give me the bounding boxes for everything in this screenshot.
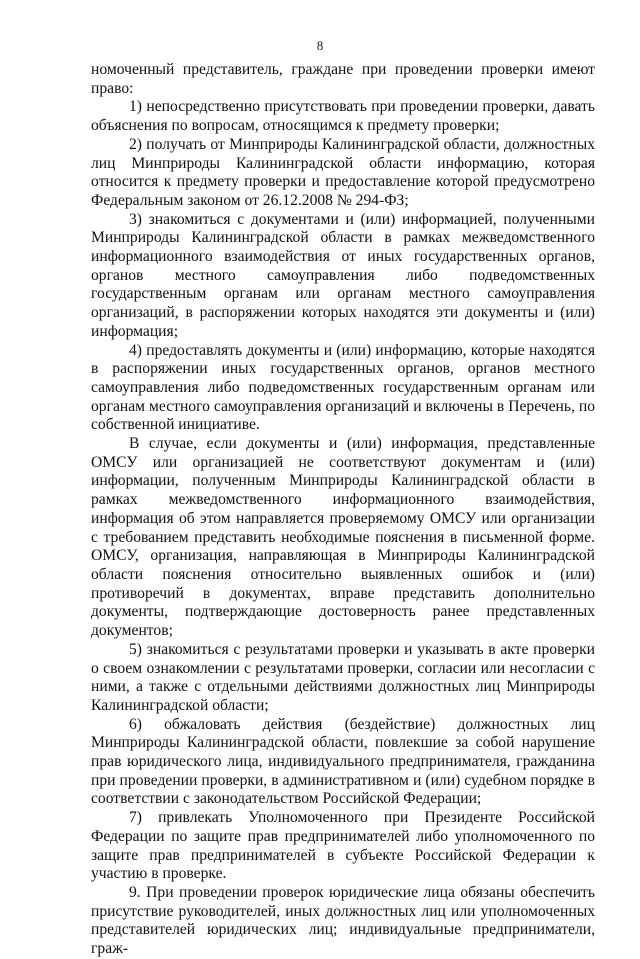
paragraph-continuation: номоченный представитель, граждане при проведении проверки имеют право: [91,61,595,97]
paragraph-section-9: 9. При проведении проверок юридические лица обязаны обеспечить присутствие руководителей, иных должностных лиц или уполномоченных представителей юридических лиц; индивидуальные предприниматели, граж- [91,883,595,958]
paragraph-right-4: 4) предоставлять документы и (или) информацию, которые находятся в распоряжении иных государственных органов, органов местного самоуправления либо подведомственных государственным органам или органам местного самоуправления организаций и включены в Перечень, по собственной инициативе. [91,341,595,434]
page-body [91,61,595,959]
page-number: 8 [316,38,324,53]
paragraph-right-1: 1) непосредственно присутствовать при проведении проверки, давать объяснения по вопросам, относящимся к предмету проверки; [91,98,595,135]
paragraph-discrepancy: В случае, если документы и (или) информация, представленные ОМСУ или организацией не соответствуют документам и (или) информации, полученным Минприроды Калининградской области в рамках межведомственного информационного взаимодействия, информация об этом направляется проверяемому ОМСУ или организации с требованием представить необходимые пояснения в письменной форме. ОМСУ, организация, направляющая в Минприроды Калининградской области пояснения относительно выявленных ошибок и (или) противоречий в документах, вправе представить дополнительно документы, подтверждающие достоверность ранее представленных документов; [91,435,595,640]
paragraph-right-7: 7) привлекать Уполномоченного при Президенте Российской Федерации по защите прав предпринимателей либо уполномоченного по защите прав предпринимателей в субъекте Российской Федерации к участию в проверке. [91,809,595,883]
paragraph-right-6: 6) обжаловать действия (бездействие) должностных лиц Минприроды Калининградской области, повлекшие за собой нарушение прав юридического лица, индивидуального предпринимателя, гражданина при проведении проверки, в административном и (или) судебном порядке в соответствии с законодательством Российской Федерации; [91,715,595,808]
paragraph-right-3: 3) знакомиться с документами и (или) информацией, полученными Минприроды Калининградской области в рамках межведомственного информационного взаимодействия от иных государственных органов, органов местного самоуправления либо подведомственных государственным органам или органам местного самоуправления организаций, в распоряжении которых находятся эти документы и (или) информация; [91,210,595,340]
paragraph-right-5: 5) знакомиться с результатами проверки и указывать в акте проверки о своем ознакомлении с результатами проверки, согласии или несогласии с ними, а также с отдельными действиями должностных лиц Минприроды Калининградской области; [91,640,595,714]
paragraph-right-2: 2) получать от Минприроды Калининградской области, должностных лиц Минприроды Калининградской области информацию, которая относится к предмету проверки и предоставление которой предусмотрено Федеральным законом от 26.12.2008 № 294-ФЗ; [91,135,595,209]
